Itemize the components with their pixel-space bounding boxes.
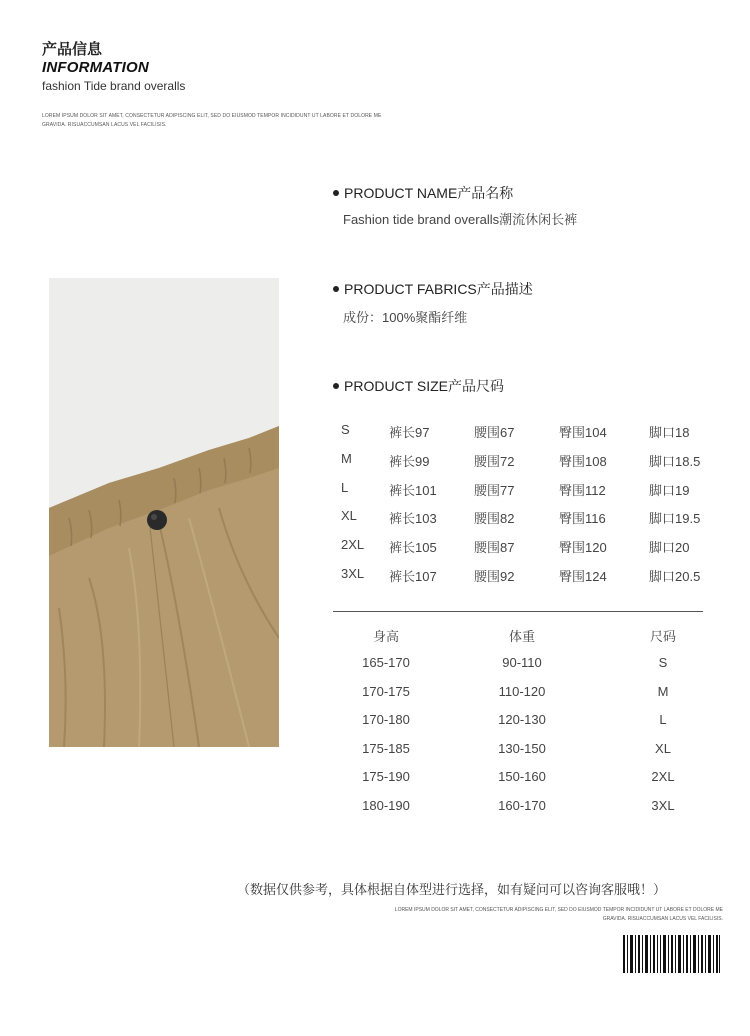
weight-cell: 110-120 (498, 684, 546, 699)
waist-value: 腰围72 (474, 454, 515, 469)
bullet-icon (333, 286, 339, 292)
waist-value: 腰围87 (474, 540, 515, 555)
hem-value: 脚口19 (649, 483, 690, 498)
weight-cell: 150-160 (498, 769, 546, 784)
hem-value: 脚口18.5 (649, 454, 701, 469)
length-value: 裤长105 (389, 540, 437, 555)
waist-value: 腰围92 (474, 569, 515, 584)
height-cell: 170-180 (362, 712, 410, 727)
hip-value: 臀围116 (559, 511, 606, 526)
khaki-pants-waistband-photo (49, 278, 279, 747)
size-cell: L (659, 712, 667, 727)
size-cell: M (657, 684, 669, 699)
product-name-value: Fashion tide brand overalls潮流休闲长裤 (343, 212, 578, 227)
product-fabrics-value: 成份：100%聚酯纤维 (343, 310, 468, 325)
length-value: 裤长97 (389, 425, 430, 440)
header-subtitle: fashion Tide brand overalls (42, 79, 186, 93)
bullet-icon (333, 383, 339, 389)
product-name-title-text: PRODUCT NAME产品名称 (344, 185, 514, 201)
size-header: 尺码 (649, 630, 676, 645)
weight-cell: 90-110 (502, 655, 542, 670)
header-title-cn: 产品信息 (42, 40, 103, 58)
hip-value: 臀围124 (559, 569, 607, 584)
waist-value: 腰围77 (474, 483, 515, 498)
product-fabrics-title-text: PRODUCT FABRICS产品描述 (344, 281, 533, 297)
hem-value: 脚口18 (649, 425, 690, 440)
reference-note: （数据仅供参考，具体根据自体型进行选择，如有疑问可以咨询客服哦！） (237, 883, 667, 898)
section-divider (333, 611, 703, 612)
waist-value: 腰围82 (474, 511, 515, 526)
size-cell: XL (655, 741, 671, 756)
header-title-en: INFORMATION (42, 59, 149, 76)
height-header: 身高 (372, 630, 399, 645)
hem-value: 脚口20.5 (649, 569, 701, 584)
product-fabrics-title (333, 279, 533, 299)
hip-value: 臀围104 (559, 425, 607, 440)
height-cell: 170-175 (362, 684, 410, 699)
size-label: 2XL (341, 537, 365, 552)
size-label: L (341, 480, 349, 495)
product-photo (49, 278, 279, 747)
product-size-title (333, 376, 504, 396)
waist-value: 腰围67 (474, 425, 515, 440)
length-value: 裤长99 (389, 454, 430, 469)
weight-cell: 120-130 (498, 712, 546, 727)
hip-value: 臀围108 (559, 454, 607, 469)
size-cell: 2XL (651, 769, 675, 784)
height-cell: 175-185 (362, 741, 410, 756)
hem-value: 脚口20 (649, 540, 690, 555)
bullet-icon (333, 190, 339, 196)
length-value: 裤长103 (389, 511, 437, 526)
hip-value: 臀围120 (559, 540, 607, 555)
height-cell: 180-190 (362, 798, 410, 813)
product-name-title (333, 183, 513, 203)
size-cell: 3XL (651, 798, 675, 813)
weight-cell: 130-150 (498, 741, 546, 756)
length-value: 裤长101 (389, 483, 437, 498)
weight-cell: 160-170 (498, 798, 546, 813)
height-cell: 165-170 (362, 655, 410, 670)
size-cell: S (658, 655, 668, 670)
size-label: 3XL (341, 566, 365, 581)
hem-value: 脚口19.5 (649, 511, 701, 526)
height-cell: 175-190 (362, 769, 410, 784)
size-label: S (341, 422, 350, 437)
barcode-icon (623, 935, 720, 973)
product-size-title-text: PRODUCT SIZE产品尺码 (344, 378, 504, 394)
footer-lorem-text: LOREM IPSUM DOLOR SIT AMET, CONSECTETUR ADIPISCING ELIT, SED DO EIUSMOD TEMPOR INCIDIDUNT UT LABORE ET DOLORE ME GRAVIDA. RISUACCUMSAN LACUS VEL FACILISIS. (394, 907, 723, 922)
header-lorem-text: LOREM IPSUM DOLOR SIT AMET, CONSECTETUR ADIPISCING ELIT, SED DO EIUSMOD TEMPOR INCIDIDUNT UT LABORE ET DOLORE ME GRAVIDA. RISUACCUMSAN LACUS VEL FACILISIS. (42, 113, 382, 128)
size-label: XL (341, 508, 357, 523)
length-value: 裤长107 (389, 569, 437, 584)
hip-value: 臀围112 (559, 483, 606, 498)
weight-header: 体重 (508, 630, 535, 645)
size-label: M (341, 451, 352, 466)
